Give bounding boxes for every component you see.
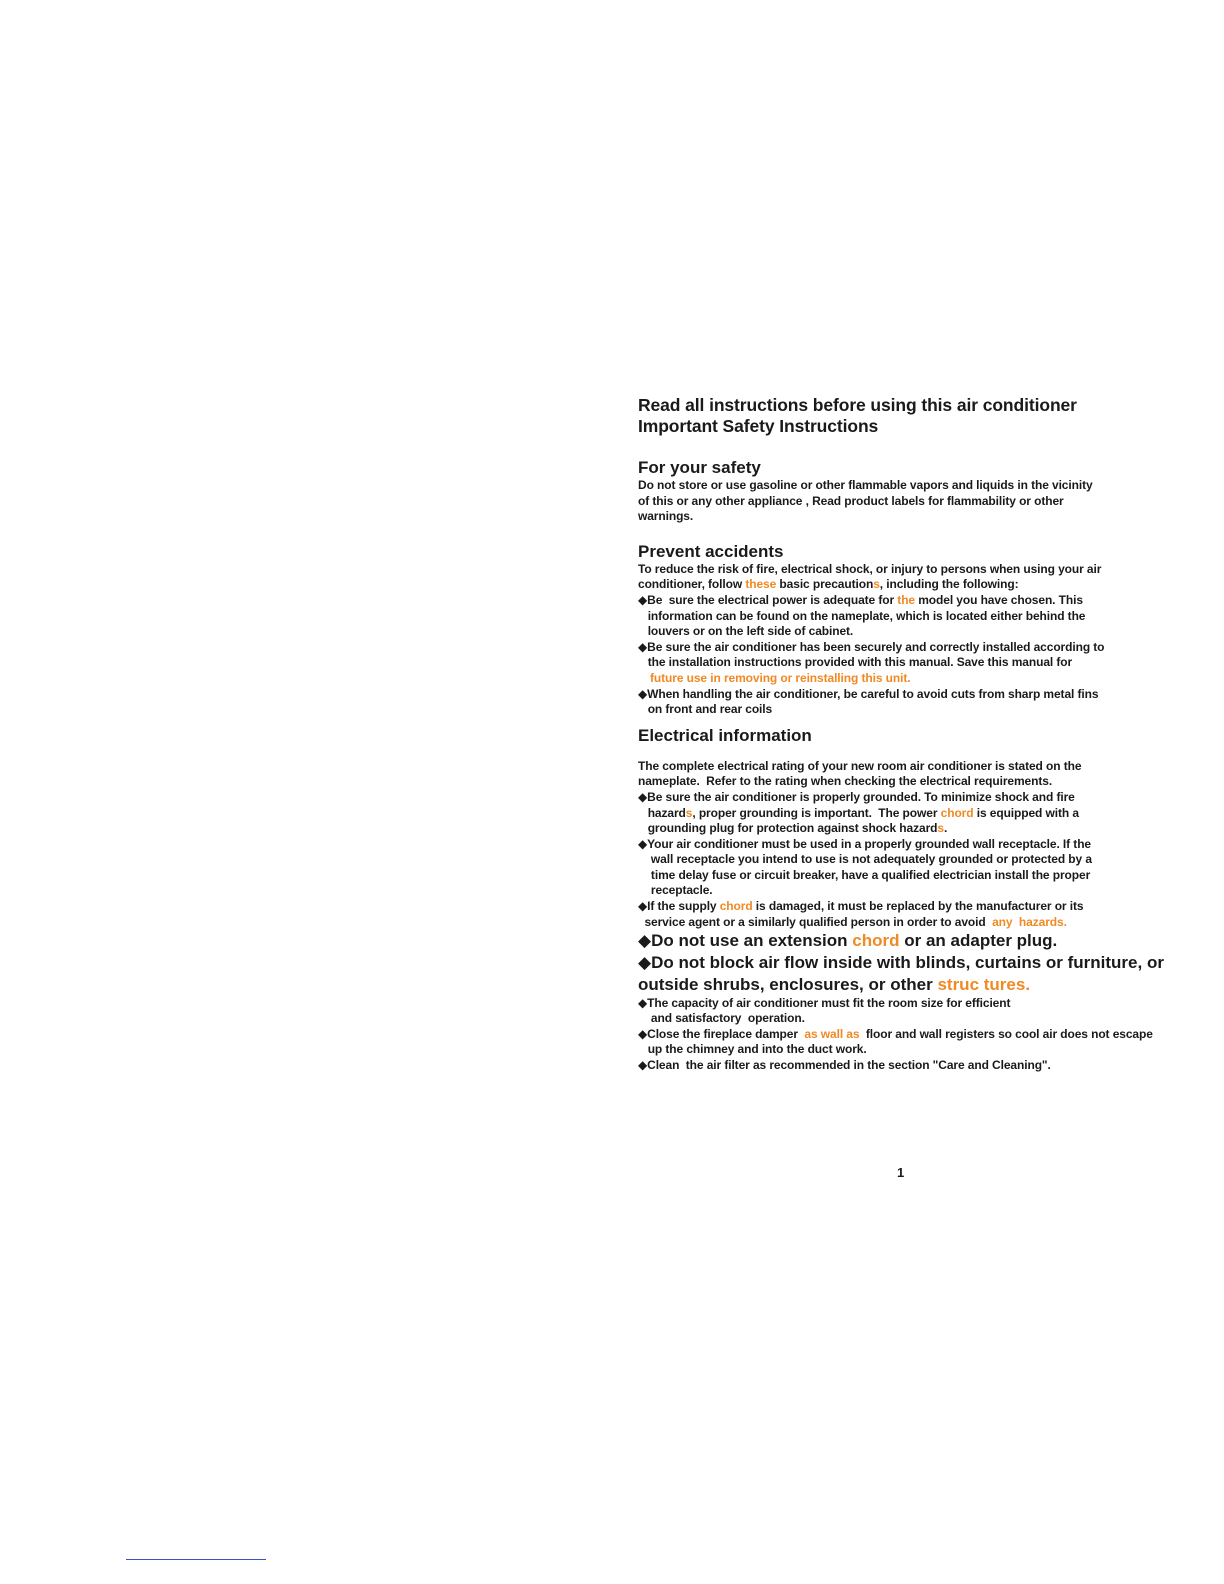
bullet-receptacle: ◆Your air conditioner must be used in a properly grounded wall receptacle. If the [638, 836, 1091, 851]
accidents-intro: conditioner, follow these basic precautions, including the following: [638, 577, 1019, 592]
bullet-fireplace: ◆Close the fireplace damper as wall as floor and wall registers so cool air does not escape [638, 1026, 1153, 1041]
electrical-intro: nameplate. Refer to the rating when checking the electrical requirements. [638, 774, 1053, 789]
bullet-receptacle: receptacle. [638, 883, 713, 898]
accidents-intro: To reduce the risk of fire, electrical shock, or injury to persons when using your air [638, 561, 1102, 576]
bullet-power: information can be found on the nameplate, which is located either behind the [638, 608, 1086, 623]
bullet-capacity: ◆The capacity of air conditioner must fit the room size for efficient [638, 995, 1011, 1010]
bullet-supply-chord: ◆If the supply chord is damaged, it must be replaced by the manufacturer or its [638, 899, 1084, 914]
bullet-grounding: ◆Be sure the air conditioner is properly grounded. To minimize shock and fire [638, 789, 1075, 804]
bullet-clean-filter: ◆Clean the air filter as recommended in the section "Care and Cleaning". [638, 1058, 1051, 1073]
bullet-receptacle: wall receptacle you intend to use is not adequately grounded or protected by a [638, 852, 1092, 867]
bullet-receptacle: time delay fuse or circuit breaker, have a qualified electrician install the proper [638, 867, 1091, 882]
bullet-handling: ◆When handling the air conditioner, be careful to avoid cuts from sharp metal fins [638, 686, 1099, 701]
bullet-handling: on front and rear coils [638, 702, 773, 717]
page-number: 1 [897, 1165, 905, 1180]
bullet-power: ◆Be sure the electrical power is adequate for the model you have chosen. This [638, 592, 1083, 607]
safety-line: Do not store or use gasoline or other flammable vapors and liquids in the vicinity [638, 478, 1093, 492]
bullet-install: ◆Be sure the air conditioner has been securely and correctly installed according to [638, 639, 1105, 654]
page-subtitle: Important Safety Instructions [638, 416, 879, 436]
safety-line: warnings. [638, 509, 694, 524]
footer-rule [126, 1559, 266, 1560]
warning-airflow: outside shrubs, enclosures, or other struc tures. [638, 974, 1031, 994]
safety-instructions-page [638, 395, 1218, 1074]
accidents-heading: Prevent accidents [638, 541, 784, 561]
page-title: Read all instructions before using this air conditioner [638, 395, 1077, 415]
bullet-install: the installation instructions provided with this manual. Save this manual for [638, 655, 1073, 670]
safety-heading: For your safety [638, 458, 761, 477]
safety-line: of this or any other appliance , Read product labels for flammability or other [638, 493, 1064, 508]
bullet-grounding: hazards, proper grounding is important. The power chord is equipped with a [638, 805, 1079, 820]
electrical-heading: Electrical information [638, 725, 812, 745]
bullet-supply-chord: service agent or a similarly qualified person in order to avoid any hazards. [638, 914, 1067, 929]
bullet-install: future use in removing or reinstalling this unit. [650, 670, 911, 685]
bullet-fireplace: up the chimney and into the duct work. [638, 1042, 867, 1057]
warning-airflow: ◆Do not block air flow inside with blinds, curtains or furniture, or [638, 953, 1164, 973]
warning-extension: ◆Do not use an extension chord or an adapter plug. [638, 931, 1058, 951]
bullet-power: louvers or on the left side of cabinet. [638, 624, 854, 639]
bullet-capacity: and satisfactory operation. [638, 1011, 805, 1026]
electrical-intro: The complete electrical rating of your new room air conditioner is stated on the [638, 758, 1082, 773]
bullet-grounding: grounding plug for protection against shock hazards. [638, 821, 948, 836]
